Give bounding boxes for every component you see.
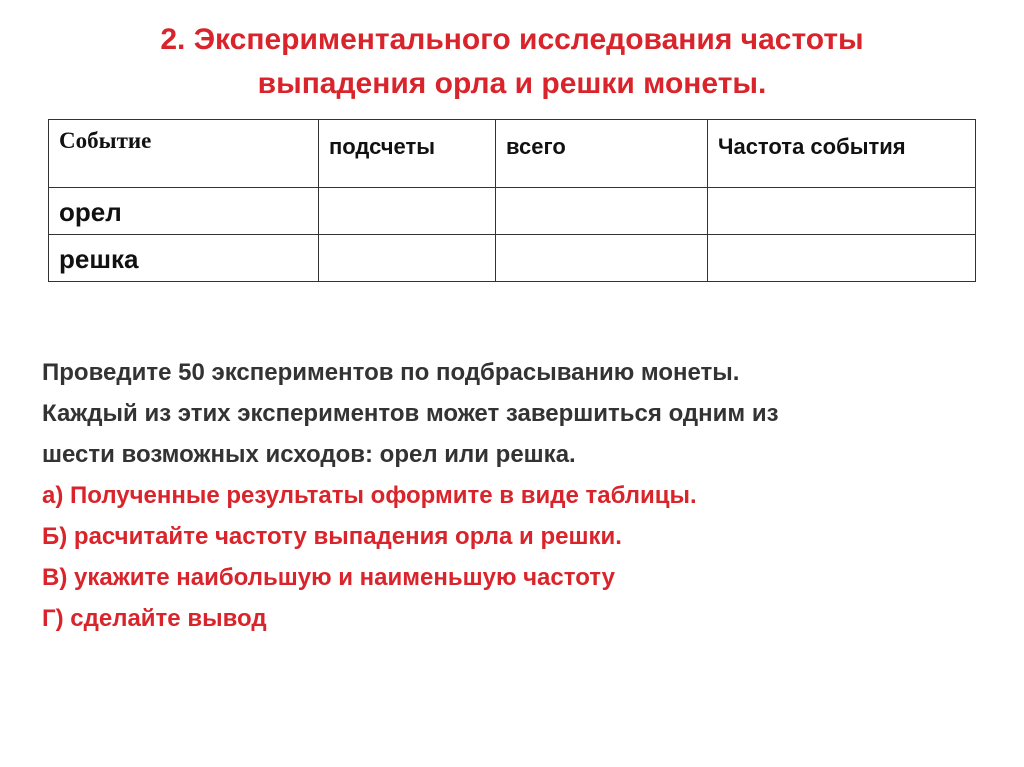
slide-title (40, 18, 984, 106)
instruction-line: Каждый из этих экспериментов может завершиться одним из (42, 400, 779, 427)
instruction-line: шести возможных исходов: орел или решка. (42, 441, 576, 468)
cell-total (496, 235, 708, 282)
frequency-table (48, 119, 976, 282)
cell-frequency (708, 188, 976, 235)
table-header-row (49, 120, 976, 188)
instruction-line: Проведите 50 экспериментов по подбрасыванию монеты. (42, 359, 740, 386)
header-event: Событие (49, 120, 319, 188)
header-total: всего (496, 120, 708, 188)
cell-event: решка (49, 235, 319, 282)
cell-counts (319, 188, 496, 235)
cell-frequency (708, 235, 976, 282)
header-frequency: Частота события (708, 120, 976, 188)
title-line-1: 2. Экспериментального исследования частоты (160, 23, 864, 56)
instructions-block (42, 352, 992, 639)
title-line-2: выпадения орла и решки монеты. (257, 67, 767, 100)
task-d: Г) сделайте вывод (42, 605, 267, 632)
task-b: Б) расчитайте частоту выпадения орла и решки. (42, 523, 622, 550)
cell-total (496, 188, 708, 235)
cell-counts (319, 235, 496, 282)
cell-event: орел (49, 188, 319, 235)
task-c: В) укажите наибольшую и наименьшую частоту (42, 564, 615, 591)
table-row (49, 235, 976, 282)
table-row (49, 188, 976, 235)
header-counts: подсчеты (319, 120, 496, 188)
task-a: а) Полученные результаты оформите в виде таблицы. (42, 482, 697, 509)
